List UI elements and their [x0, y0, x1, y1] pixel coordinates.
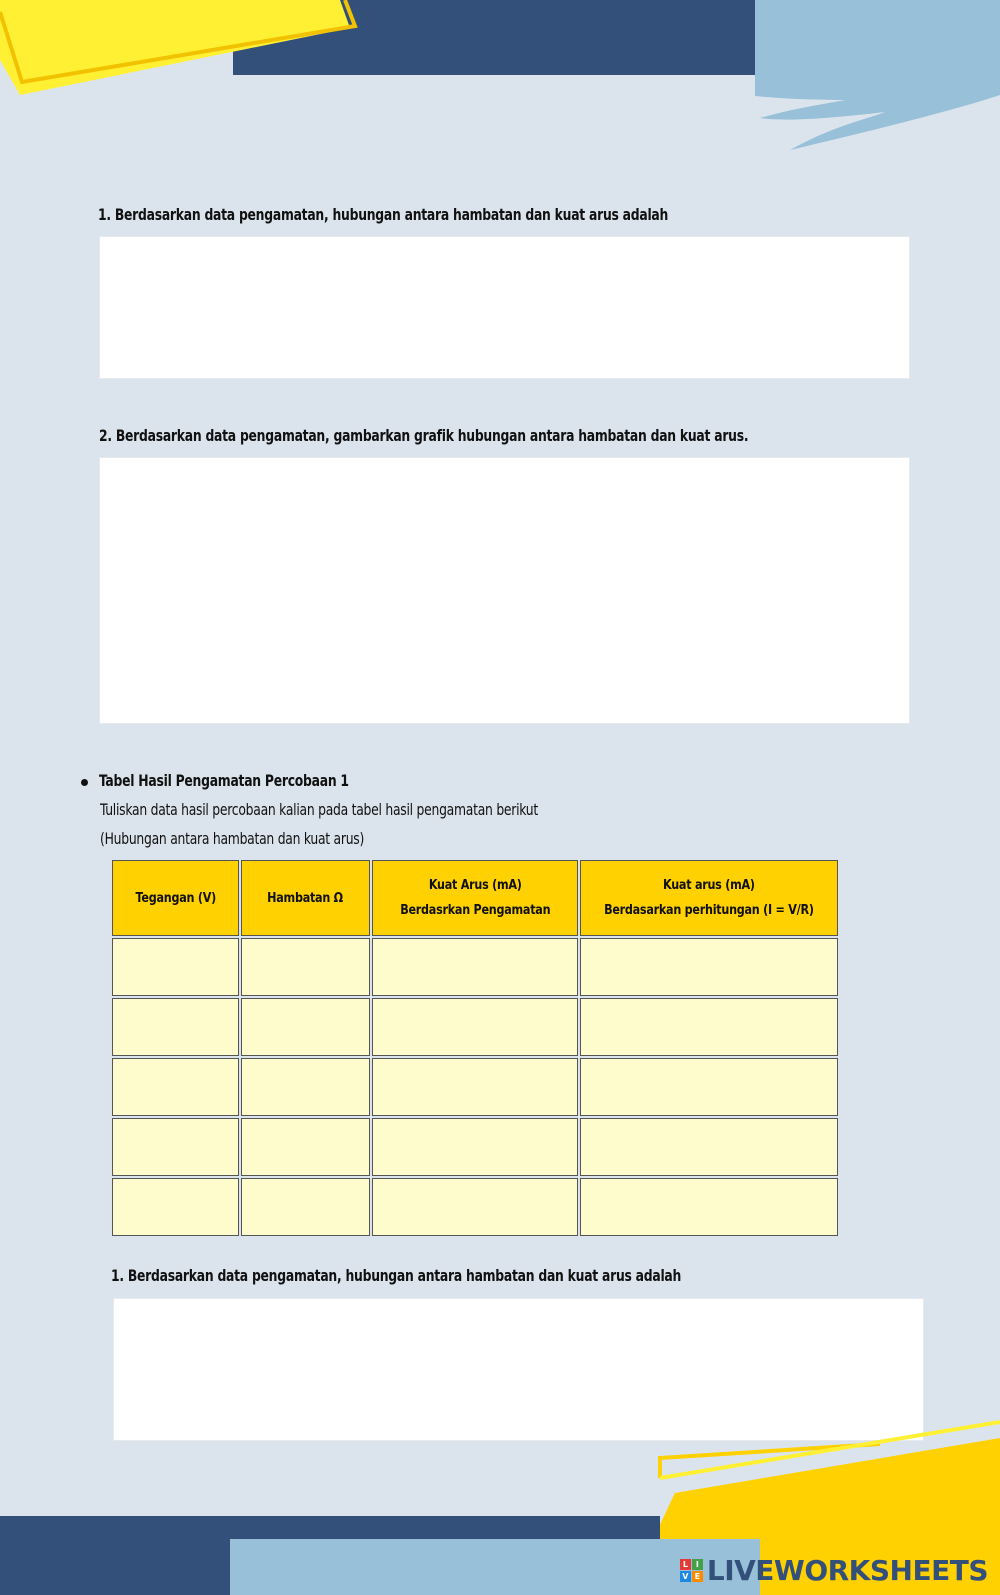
table-input-cell[interactable]	[241, 938, 370, 996]
table-input-cell[interactable]	[372, 1118, 578, 1176]
table-input-cell[interactable]	[372, 998, 578, 1056]
table-row	[112, 938, 838, 996]
table-input-cell[interactable]	[112, 1178, 239, 1236]
observation-table	[110, 858, 840, 1238]
table-row	[112, 998, 838, 1056]
table-input-cell[interactable]	[580, 938, 838, 996]
table-input-cell[interactable]	[241, 998, 370, 1056]
table-input-cell[interactable]	[241, 1058, 370, 1116]
table-row	[112, 1058, 838, 1116]
header-kuat-arus-perhitungan: Kuat arus (mA) Berdasarkan perhitungan (I = V/R)	[580, 860, 838, 936]
table-input-cell[interactable]	[580, 998, 838, 1056]
table-input-cell[interactable]	[112, 1118, 239, 1176]
table-input-cell[interactable]	[112, 938, 239, 996]
table-input-cell[interactable]	[372, 1058, 578, 1116]
table-input-cell[interactable]	[580, 1058, 838, 1116]
table-input-cell[interactable]	[241, 1178, 370, 1236]
table-instruction: Tuliskan data hasil percobaan kalian pada tabel hasil pengamatan berikut	[100, 800, 538, 819]
top-yellow-shape	[0, 0, 365, 100]
table-row	[112, 1118, 838, 1176]
table-input-cell[interactable]	[372, 938, 578, 996]
logo-text: LIVEWORKSHEETS	[706, 1554, 988, 1587]
table-title: Tabel Hasil Pengamatan Percobaan 1	[99, 771, 349, 790]
table-input-cell[interactable]	[112, 998, 239, 1056]
bullet-dot	[81, 779, 88, 786]
header-hambatan: Hambatan Ω	[241, 860, 370, 936]
answer-box-1[interactable]	[99, 236, 910, 379]
liveworksheets-logo[interactable]	[680, 1554, 988, 1587]
graph-answer-box[interactable]	[99, 457, 910, 724]
table-header-row	[112, 860, 838, 936]
logo-mark-icon: L I V E	[680, 1559, 703, 1582]
top-brush-stroke	[755, 0, 1000, 155]
table-input-cell[interactable]	[241, 1118, 370, 1176]
bottom-question-1-label: 1. Berdasarkan data pengamatan, hubungan antara hambatan dan kuat arus adalah	[111, 1266, 682, 1285]
table-subtitle: (Hubungan antara hambatan dan kuat arus)	[100, 829, 365, 848]
table-row	[112, 1178, 838, 1236]
question-2-label: 2. Berdasarkan data pengamatan, gambarkan grafik hubungan antara hambatan dan kuat arus.	[99, 426, 749, 445]
question-1-label: 1. Berdasarkan data pengamatan, hubungan antara hambatan dan kuat arus adalah	[98, 205, 669, 224]
header-kuat-arus-pengamatan: Kuat Arus (mA) Berdasrkan Pengamatan	[372, 860, 578, 936]
table-input-cell[interactable]	[372, 1178, 578, 1236]
table-input-cell[interactable]	[580, 1118, 838, 1176]
header-tegangan: Tegangan (V)	[112, 860, 239, 936]
table-input-cell[interactable]	[580, 1178, 838, 1236]
table-input-cell[interactable]	[112, 1058, 239, 1116]
